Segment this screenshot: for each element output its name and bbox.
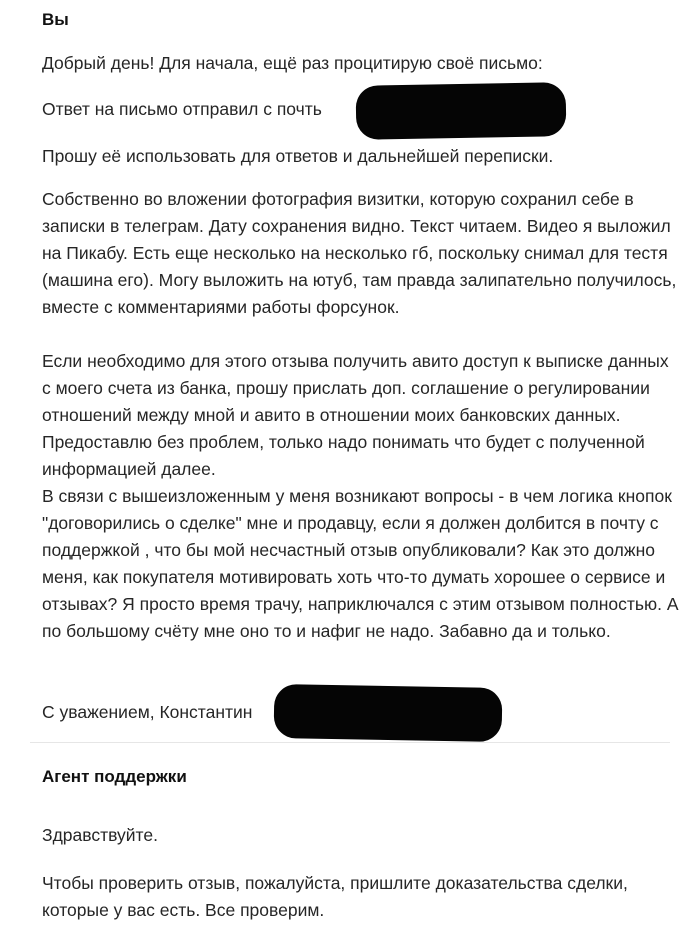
message-body-paragraph: Собственно во вложении фотография визитки, которую сохранил себе в записки в телеграм. Дату сохранения видно. Текст читаем. Видео я выложил на Пикабу. Есть еще несколько на несколько гб, поскольку снимал для тестя (машина его). Могу выложить на ютуб, там правда залипательно получилось, вместе с комментариями работы форсунок. — [42, 189, 677, 317]
message-greeting: Здравствуйте. — [42, 825, 158, 845]
message-author: Вы — [42, 10, 69, 29]
message-author: Агент поддержки — [42, 767, 187, 786]
message-divider — [30, 742, 670, 743]
message-body-paragraph: Если необходимо для этого отзыва получить авито доступ к выписке данных с моего счета из банка, прошу прислать доп. соглашение о регулировании отношений между мной и авито в отношении моих банковских данных. Предоставлю без проблем, только надо понимать что будет с полученной информацией далее. — [42, 351, 669, 479]
redacted-surname — [274, 684, 503, 742]
reply-email-line: Ответ на письмо отправил с почть — [42, 99, 322, 119]
redacted-email — [356, 82, 567, 140]
message-signature: С уважением, Константин — [42, 702, 253, 722]
message-body-paragraph: Чтобы проверить отзыв, пожалуйста, пришлите доказательства сделки, которые у вас есть. Все проверим. — [42, 873, 628, 920]
message-body-paragraph: В связи с вышеизложенным у меня возникают вопросы - в чем логика кнопок "договорились о сделке" мне и продавцу, если я должен долбится в почту с поддержкой , что бы мой несчастный отзыв опубликовали? Как это должно меня, как покупателя мотивировать хоть что-то думать хорошее о сервисе и отзывах? Я просто время трачу, наприключался с этим отзывом полностью. А по большому счёту мне оно то и нафиг не надо. Забавно да и только. — [42, 486, 679, 641]
request-line: Прошу её использовать для ответов и дальнейшей переписки. — [42, 146, 554, 166]
message-greeting: Добрый день! Для начала, ещё раз процитирую своё письмо: — [42, 53, 543, 73]
